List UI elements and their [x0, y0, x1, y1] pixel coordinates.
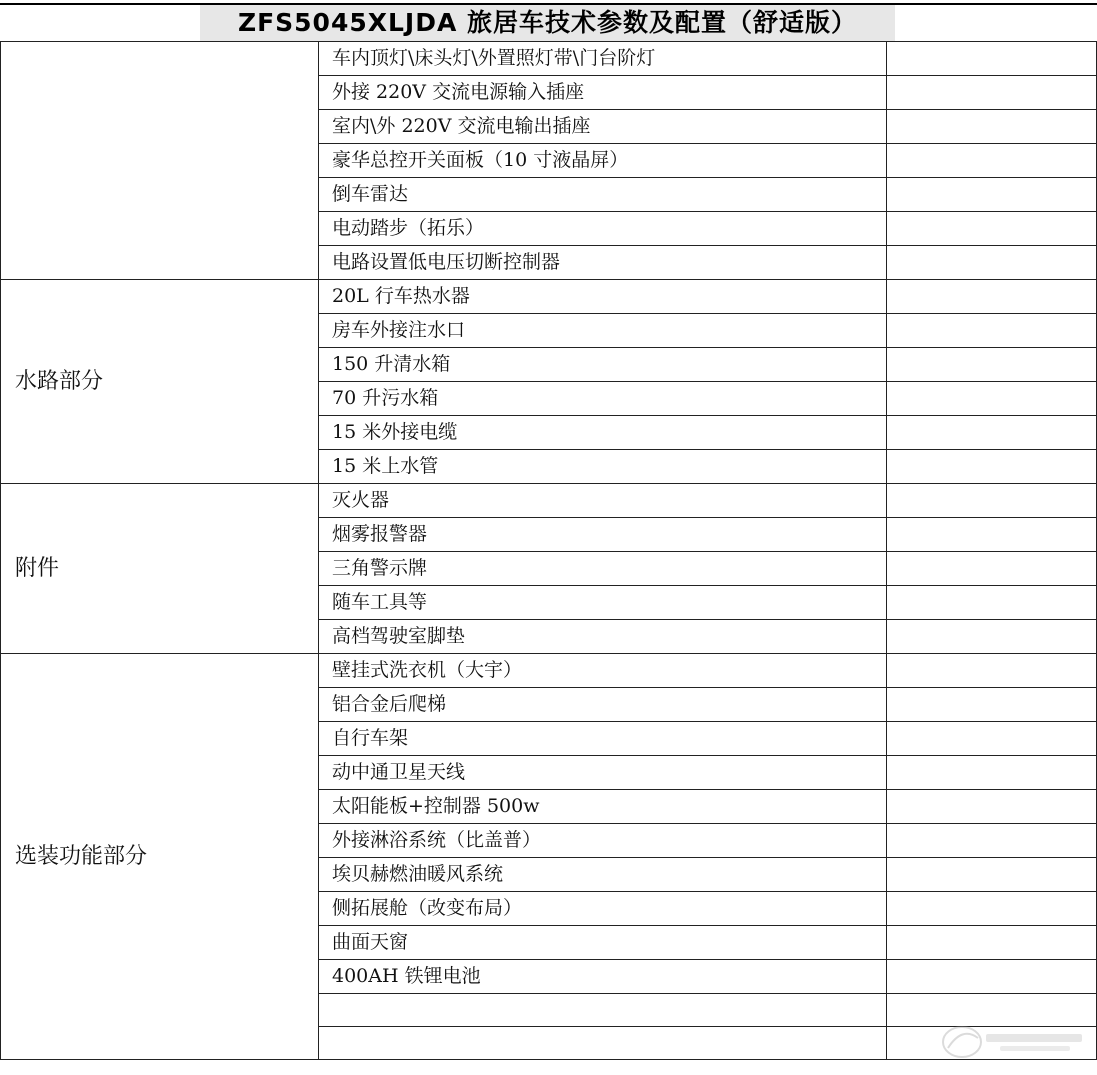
item-cell: 15 米外接电缆: [319, 416, 887, 450]
spec-table: [0, 41, 1097, 1060]
item-cell: 电动踏步（拓乐）: [319, 212, 887, 246]
value-cell: [887, 348, 1097, 382]
item-cell: 20L 行车热水器: [319, 280, 887, 314]
item-cell: 房车外接注水口: [319, 314, 887, 348]
document-title: ZFS5045XLJDA 旅居车技术参数及配置（舒适版）: [237, 8, 858, 37]
value-cell: [887, 858, 1097, 892]
value-cell: [887, 824, 1097, 858]
item-cell: 室内\外 220V 交流电输出插座: [319, 110, 887, 144]
item-cell: 外接 220V 交流电源输入插座: [319, 76, 887, 110]
value-cell: [887, 450, 1097, 484]
item-cell: 70 升污水箱: [319, 382, 887, 416]
item-cell: 三角警示牌: [319, 552, 887, 586]
value-cell: [887, 314, 1097, 348]
value-cell: [887, 280, 1097, 314]
value-cell: [887, 552, 1097, 586]
value-cell: [887, 790, 1097, 824]
value-cell: [887, 382, 1097, 416]
item-cell: 高档驾驶室脚垫: [319, 620, 887, 654]
value-cell: [887, 586, 1097, 620]
value-cell: [887, 178, 1097, 212]
value-cell: [887, 926, 1097, 960]
item-cell: 150 升清水箱: [319, 348, 887, 382]
item-cell: 壁挂式洗衣机（大宇）: [319, 654, 887, 688]
item-cell: 倒车雷达: [319, 178, 887, 212]
value-cell: [887, 212, 1097, 246]
value-cell: [887, 416, 1097, 450]
item-cell: 侧拓展舱（改变布局）: [319, 892, 887, 926]
value-cell: [887, 994, 1097, 1027]
title-bar: [200, 5, 895, 41]
value-cell: [887, 246, 1097, 280]
value-cell: [887, 144, 1097, 178]
category-cell: 附件: [1, 484, 319, 654]
value-cell: [887, 654, 1097, 688]
value-cell: [887, 688, 1097, 722]
table-row: [1, 42, 1097, 76]
value-cell: [887, 892, 1097, 926]
item-cell: 15 米上水管: [319, 450, 887, 484]
value-cell: [887, 42, 1097, 76]
table-row: [1, 654, 1097, 688]
item-cell: 豪华总控开关面板（10 寸液晶屏）: [319, 144, 887, 178]
item-cell: 自行车架: [319, 722, 887, 756]
category-cell: [1, 42, 319, 280]
table-row: [1, 280, 1097, 314]
item-cell: 400AH 铁锂电池: [319, 960, 887, 994]
item-cell: 灭火器: [319, 484, 887, 518]
item-cell: 埃贝赫燃油暖风系统: [319, 858, 887, 892]
category-cell: 水路部分: [1, 280, 319, 484]
value-cell: [887, 960, 1097, 994]
item-cell: 烟雾报警器: [319, 518, 887, 552]
item-cell: 电路设置低电压切断控制器: [319, 246, 887, 280]
table-row: [1, 484, 1097, 518]
item-cell: 铝合金后爬梯: [319, 688, 887, 722]
item-cell: 太阳能板+控制器 500w: [319, 790, 887, 824]
value-cell: [887, 76, 1097, 110]
value-cell: [887, 722, 1097, 756]
category-cell: 选装功能部分: [1, 654, 319, 1060]
spec-table-body: [1, 42, 1097, 1060]
item-cell: 车内顶灯\床头灯\外置照灯带\门台阶灯: [319, 42, 887, 76]
value-cell: [887, 484, 1097, 518]
value-cell: [887, 620, 1097, 654]
item-cell: 曲面天窗: [319, 926, 887, 960]
item-cell: 外接淋浴系统（比盖普）: [319, 824, 887, 858]
value-cell: [887, 518, 1097, 552]
item-cell: 随车工具等: [319, 586, 887, 620]
item-cell: [319, 1027, 887, 1060]
item-cell: 动中通卫星天线: [319, 756, 887, 790]
value-cell: [887, 110, 1097, 144]
value-cell: [887, 1027, 1097, 1060]
item-cell: [319, 994, 887, 1027]
value-cell: [887, 756, 1097, 790]
